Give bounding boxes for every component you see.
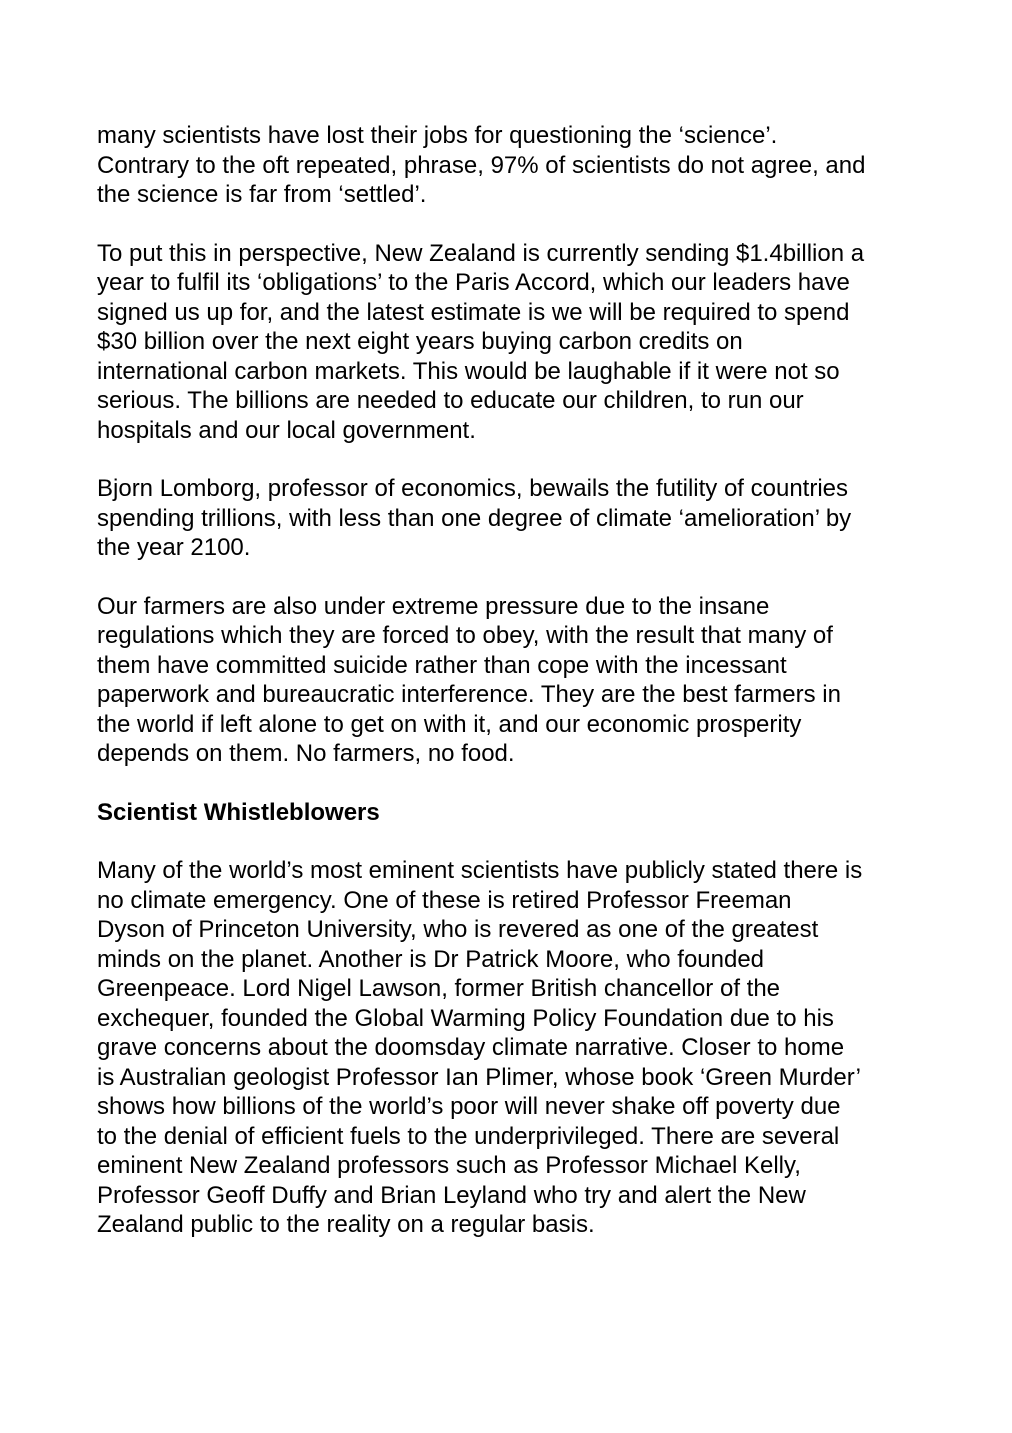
paragraph-farmers [97, 592, 922, 769]
text-line: Bjorn Lomborg, professor of economics, bewails the futility of countries [97, 475, 849, 502]
section-heading [97, 798, 922, 828]
text-line: to the denial of efficient fuels to the underprivileged. There are several [97, 1122, 840, 1150]
paragraph-scientists-jobs [97, 121, 922, 210]
text-line: regulations which they are forced to obey, with the result that many of [97, 622, 833, 649]
text-line: no climate emergency. One of these is retired Professor Freeman [97, 886, 792, 914]
text-line: To put this in perspective, New Zealand is currently sending $1.4billion a [97, 239, 865, 267]
text-line: the science is far from ‘settled’. [97, 181, 427, 208]
text-line: many scientists have lost their jobs for questioning the ‘science’. [97, 122, 778, 149]
text-line: them have committed suicide rather than cope with the incessant [97, 651, 787, 679]
text-line: eminent New Zealand professors such as Professor Michael Kelly, [97, 1152, 801, 1179]
text-line: Professor Geoff Duffy and Brian Leyland who try and alert the New [97, 1181, 806, 1209]
text-line: the year 2100. [97, 534, 251, 561]
text-line: signed us up for, and the latest estimate is we will be required to spend [97, 298, 850, 326]
text-line: $30 billion over the next eight years buying carbon credits on [97, 328, 743, 355]
paragraph-lomborg [97, 474, 922, 563]
text-line: Our farmers are also under extreme pressure due to the insane [97, 592, 770, 620]
text-line: spending trillions, with less than one degree of climate ‘amelioration’ by [97, 504, 852, 532]
paragraph-whistleblowers [97, 856, 922, 1240]
text-line: Contrary to the oft repeated, phrase, 97% of scientists do not agree, and [97, 151, 866, 179]
text-line: minds on the planet. Another is Dr Patrick Moore, who founded [97, 945, 765, 973]
text-line: grave concerns about the doomsday climate narrative. Closer to home [97, 1034, 845, 1061]
text-line: the world if left alone to get on with it, and our economic prosperity [97, 710, 802, 738]
text-line: is Australian geologist Professor Ian Plimer, whose book ‘Green Murder’ [97, 1063, 861, 1091]
text-line: Many of the world’s most eminent scientists have publicly stated there is [97, 857, 863, 884]
text-line: Greenpeace. Lord Nigel Lawson, former British chancellor of the [97, 975, 781, 1002]
text-line: paperwork and bureaucratic interference. They are the best farmers in [97, 681, 841, 708]
text-line: exchequer, founded the Global Warming Policy Foundation due to his [97, 1004, 834, 1032]
text-line: Zealand public to the reality on a regular basis. [97, 1211, 595, 1238]
text-line: serious. The billions are needed to educate our children, to run our [97, 387, 804, 414]
heading-text: Scientist Whistleblowers [97, 798, 380, 826]
text-line: year to fulfil its ‘obligations’ to the Paris Accord, which our leaders have [97, 269, 850, 296]
text-line: hospitals and our local government. [97, 416, 476, 444]
text-line: shows how billions of the world’s poor will never shake off poverty due [97, 1093, 841, 1120]
document-body [97, 121, 922, 1269]
text-line: international carbon markets. This would be laughable if it were not so [97, 357, 840, 385]
paragraph-paris-accord [97, 239, 922, 446]
text-line: depends on them. No farmers, no food. [97, 740, 515, 767]
text-line: Dyson of Princeton University, who is revered as one of the greatest [97, 916, 819, 943]
